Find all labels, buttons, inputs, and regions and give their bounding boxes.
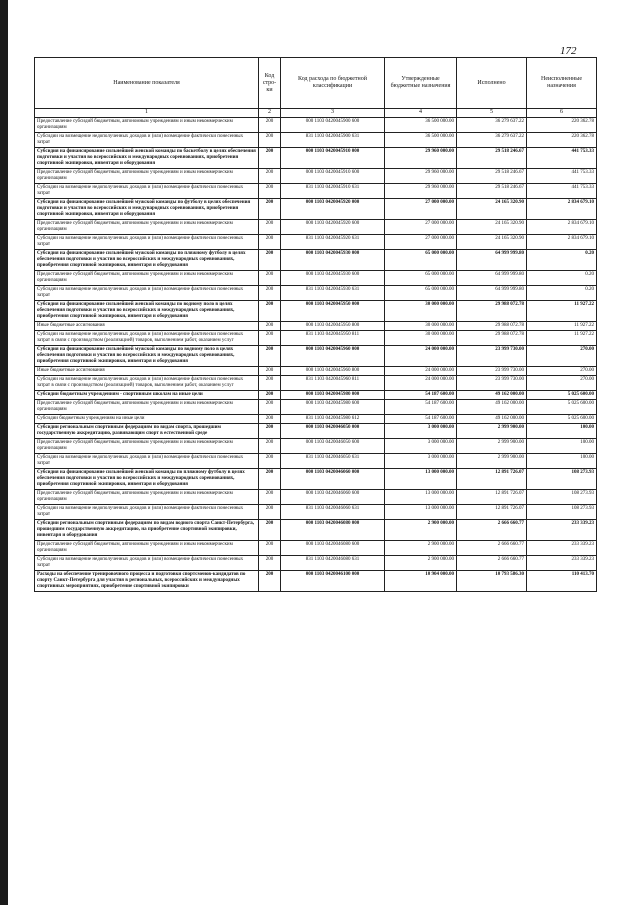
table-row <box>35 331 597 346</box>
table-row <box>35 322 597 331</box>
budget-code: 000 1103 0420045950 000 <box>281 301 385 322</box>
approved-amount: 3 000 000.00 <box>385 424 457 439</box>
line-code: 200 <box>259 220 281 235</box>
budget-code: 000 1103 0420045950 800 <box>281 322 385 331</box>
executed-amount: 24 165 320.90 <box>457 235 527 250</box>
budget-code: 831 1103 0420045930 631 <box>281 286 385 301</box>
executed-amount: 36 279 637.22 <box>457 133 527 148</box>
indicator-name: Предоставление субсидий бюджетным, автономным учреждениям и иным некоммерческим организациям <box>35 400 259 415</box>
approved-amount: 30 000 000.00 <box>385 331 457 346</box>
executed-amount: 49 162 000.00 <box>457 391 527 400</box>
indicator-name: Предоставление субсидий бюджетным, автономным учреждениям и иным некоммерческим организациям <box>35 169 259 184</box>
table-row <box>35 118 597 133</box>
indicator-name: Субсидии на возмещение недополученных доходов и (или) возмещение фактически понесенных затрат <box>35 133 259 148</box>
line-code: 200 <box>259 301 281 322</box>
unexecuted-amount: 11 927.22 <box>527 301 597 322</box>
table-row <box>35 469 597 490</box>
header-approved: Утвержденные бюджетные назначения <box>385 58 457 109</box>
table-row <box>35 376 597 391</box>
line-code: 200 <box>259 133 281 148</box>
budget-code: 831 1103 0420045960 811 <box>281 376 385 391</box>
line-code: 200 <box>259 391 281 400</box>
executed-amount: 64 999 999.80 <box>457 271 527 286</box>
executed-amount: 49 162 000.00 <box>457 415 527 424</box>
table-row <box>35 148 597 169</box>
unexecuted-amount: 2 834 679.10 <box>527 199 597 220</box>
indicator-name: Субсидии на возмещение недополученных доходов и (или) возмещение фактически понесенных затрат <box>35 556 259 571</box>
unexecuted-amount: 220 362.78 <box>527 133 597 148</box>
approved-amount: 24 000 000.00 <box>385 367 457 376</box>
line-code: 200 <box>259 199 281 220</box>
budget-code: 000 1103 0420045920 000 <box>281 199 385 220</box>
line-code: 200 <box>259 556 281 571</box>
executed-amount: 36 279 637.22 <box>457 118 527 133</box>
line-code: 200 <box>259 439 281 454</box>
table-row <box>35 346 597 367</box>
executed-amount: 12 891 726.07 <box>457 490 527 505</box>
column-number: 2 <box>259 109 281 118</box>
approved-amount: 3 000 000.00 <box>385 439 457 454</box>
budget-code: 831 1103 0420045920 631 <box>281 235 385 250</box>
approved-amount: 29 960 000.00 <box>385 148 457 169</box>
executed-amount: 23 999 730.00 <box>457 346 527 367</box>
indicator-name: Предоставление субсидий бюджетным, автономным учреждениям и иным некоммерческим организациям <box>35 541 259 556</box>
column-number: 5 <box>457 109 527 118</box>
scan-edge <box>0 0 8 905</box>
table-row <box>35 235 597 250</box>
budget-code: 831 1103 0420045910 631 <box>281 184 385 199</box>
line-code: 200 <box>259 367 281 376</box>
page-number: 172 <box>560 45 577 57</box>
line-code: 200 <box>259 271 281 286</box>
line-code: 200 <box>259 184 281 199</box>
table-header-row <box>35 58 597 109</box>
budget-code: 000 1103 0420046050 600 <box>281 439 385 454</box>
line-code: 200 <box>259 571 281 592</box>
indicator-name: Субсидии бюджетным учреждениям на иные цели <box>35 415 259 424</box>
table-row <box>35 199 597 220</box>
executed-amount: 23 999 730.00 <box>457 367 527 376</box>
executed-amount: 12 891 726.07 <box>457 469 527 490</box>
budget-execution-table <box>34 57 597 592</box>
line-code: 200 <box>259 520 281 541</box>
executed-amount: 29 988 072.78 <box>457 301 527 322</box>
approved-amount: 65 000 000.00 <box>385 250 457 271</box>
approved-amount: 36 500 000.00 <box>385 133 457 148</box>
indicator-name: Субсидия на финансирование сильнейшей женской команды по водному поло в целях обеспечения подготовки и участия во всероссийских и международных соревнованиях, приобретения спортивной экипировки, инвентаря и оборудования <box>35 301 259 322</box>
unexecuted-amount: 110 413.70 <box>527 571 597 592</box>
budget-code: 000 1103 0420045930 000 <box>281 250 385 271</box>
executed-amount: 24 165 320.90 <box>457 199 527 220</box>
line-code: 200 <box>259 454 281 469</box>
unexecuted-amount: 100.00 <box>527 439 597 454</box>
line-code: 200 <box>259 541 281 556</box>
budget-code: 000 1103 0420045930 600 <box>281 271 385 286</box>
budget-code: 000 1103 0420046060 600 <box>281 490 385 505</box>
header-unexecuted: Неисполненные назначения <box>527 58 597 109</box>
unexecuted-amount: 100.00 <box>527 454 597 469</box>
line-code: 200 <box>259 490 281 505</box>
executed-amount: 49 162 000.00 <box>457 400 527 415</box>
table-row <box>35 424 597 439</box>
unexecuted-amount: 5 025 600.00 <box>527 415 597 424</box>
indicator-name: Субсидии на возмещение недополученных доходов и (или) возмещение фактически понесенных затрат <box>35 184 259 199</box>
executed-amount: 2 999 900.00 <box>457 424 527 439</box>
table-row <box>35 400 597 415</box>
column-number: 3 <box>281 109 385 118</box>
line-code: 200 <box>259 118 281 133</box>
table-row <box>35 133 597 148</box>
indicator-name: Субсидии на возмещение недополученных доходов и (или) возмещение фактически понесенных затрат <box>35 505 259 520</box>
budget-code: 000 1103 0420045900 600 <box>281 118 385 133</box>
indicator-name: Субсидии на возмещение недополученных доходов и (или) возмещение фактически понесенных затрат <box>35 235 259 250</box>
approved-amount: 27 000 000.00 <box>385 235 457 250</box>
table-row <box>35 490 597 505</box>
table-row <box>35 286 597 301</box>
unexecuted-amount: 5 025 600.00 <box>527 391 597 400</box>
unexecuted-amount: 0.20 <box>527 286 597 301</box>
budget-code: 000 1103 0420045910 600 <box>281 169 385 184</box>
table-row <box>35 367 597 376</box>
approved-amount: 30 000 000.00 <box>385 322 457 331</box>
line-code: 200 <box>259 505 281 520</box>
budget-code: 831 1103 0420045980 612 <box>281 415 385 424</box>
approved-amount: 24 000 000.00 <box>385 376 457 391</box>
unexecuted-amount: 0.20 <box>527 271 597 286</box>
indicator-name: Субсидии на возмещение недополученных доходов и (или) возмещение фактически понесенных затрат <box>35 454 259 469</box>
approved-amount: 2 900 000.00 <box>385 556 457 571</box>
budget-code: 831 1103 0420045950 811 <box>281 331 385 346</box>
line-code: 200 <box>259 286 281 301</box>
table-row <box>35 220 597 235</box>
line-code: 200 <box>259 415 281 424</box>
executed-amount: 64 999 999.80 <box>457 250 527 271</box>
table-row <box>35 571 597 592</box>
budget-code: 000 1103 0420045920 600 <box>281 220 385 235</box>
table-row <box>35 169 597 184</box>
budget-code: 000 1103 0420046080 000 <box>281 520 385 541</box>
budget-code: 000 1103 0420045980 000 <box>281 391 385 400</box>
budget-code: 831 1103 0420046050 631 <box>281 454 385 469</box>
indicator-name: Предоставление субсидий бюджетным, автономным учреждениям и иным некоммерческим организациям <box>35 490 259 505</box>
table-body <box>35 118 597 592</box>
budget-code: 000 1103 0420045910 000 <box>281 148 385 169</box>
unexecuted-amount: 233 339.23 <box>527 541 597 556</box>
approved-amount: 24 000 000.00 <box>385 346 457 367</box>
table-row <box>35 250 597 271</box>
table-row <box>35 439 597 454</box>
line-code: 200 <box>259 469 281 490</box>
budget-code: 831 1103 0420045900 631 <box>281 133 385 148</box>
unexecuted-amount: 270.00 <box>527 367 597 376</box>
unexecuted-amount: 441 753.33 <box>527 169 597 184</box>
executed-amount: 24 165 320.90 <box>457 220 527 235</box>
indicator-name: Субсидии на возмещение недополученных доходов и (или) возмещение фактически понесенных затрат <box>35 286 259 301</box>
executed-amount: 2 666 660.77 <box>457 541 527 556</box>
indicator-name: Субсидии на возмещение недополученных доходов и (или) возмещение фактически понесенных затрат в связи с производством (реализацией) товаров, выполнением работ, оказанием услуг <box>35 331 259 346</box>
table-row <box>35 271 597 286</box>
unexecuted-amount: 220 362.78 <box>527 118 597 133</box>
executed-amount: 64 999 999.80 <box>457 286 527 301</box>
executed-amount: 2 666 660.77 <box>457 520 527 541</box>
indicator-name: Субсидия на финансирование сильнейшей мужской команды по водному поло в целях обеспечения подготовки и участия во всероссийских и международных соревнованиях, приобретения спортивной экипировки, инвентаря и оборудования <box>35 346 259 367</box>
approved-amount: 54 187 600.00 <box>385 400 457 415</box>
unexecuted-amount: 108 273.93 <box>527 490 597 505</box>
budget-code: 000 1103 0420046080 600 <box>281 541 385 556</box>
table-row <box>35 454 597 469</box>
budget-code: 000 1103 0420045980 600 <box>281 400 385 415</box>
unexecuted-amount: 441 753.33 <box>527 148 597 169</box>
indicator-name: Предоставление субсидий бюджетным, автономным учреждениям и иным некоммерческим организациям <box>35 220 259 235</box>
unexecuted-amount: 11 927.22 <box>527 331 597 346</box>
column-number: 4 <box>385 109 457 118</box>
executed-amount: 12 891 726.07 <box>457 505 527 520</box>
indicator-name: Субсидия на финансирование сильнейшей женской команды по пляжному футболу в целях обеспечения подготовки и участия во всероссийских и международных соревнованиях, приобретения спортивной экипировки, инвентаря и оборудования <box>35 469 259 490</box>
line-code: 200 <box>259 235 281 250</box>
executed-amount: 29 988 072.78 <box>457 322 527 331</box>
table-row <box>35 505 597 520</box>
indicator-name: Предоставление субсидий бюджетным, автономным учреждениям и иным некоммерческим организациям <box>35 118 259 133</box>
budget-code: 000 1103 0420045960 800 <box>281 367 385 376</box>
indicator-name: Иные бюджетные ассигнования <box>35 367 259 376</box>
unexecuted-amount: 108 273.93 <box>527 505 597 520</box>
budget-code: 000 1103 0420045960 000 <box>281 346 385 367</box>
column-number-row <box>35 109 597 118</box>
line-code: 200 <box>259 424 281 439</box>
approved-amount: 27 000 000.00 <box>385 220 457 235</box>
indicator-name: Субсидия на финансирование сильнейшей мужской команды по пляжному футболу в целях обеспечения подготовки и участия во всероссийских и международных соревнованиях, приобретения спортивной экипировки, инвентаря и оборудования <box>35 250 259 271</box>
line-code: 200 <box>259 346 281 367</box>
header-executed: Исполнено <box>457 58 527 109</box>
indicator-name: Субсидии на возмещение недополученных доходов и (или) возмещение фактически понесенных затрат в связи с производством (реализацией) товаров, выполнением работ, оказанием услуг <box>35 376 259 391</box>
approved-amount: 65 000 000.00 <box>385 286 457 301</box>
indicator-name: Предоставление субсидий бюджетным, автономным учреждениям и иным некоммерческим организациям <box>35 439 259 454</box>
table-row <box>35 415 597 424</box>
approved-amount: 65 000 000.00 <box>385 271 457 286</box>
unexecuted-amount: 2 834 679.10 <box>527 220 597 235</box>
executed-amount: 29 988 072.78 <box>457 331 527 346</box>
unexecuted-amount: 2 834 679.10 <box>527 235 597 250</box>
table-row <box>35 184 597 199</box>
unexecuted-amount: 5 025 600.00 <box>527 400 597 415</box>
approved-amount: 36 500 000.00 <box>385 118 457 133</box>
budget-code: 831 1103 0420046060 631 <box>281 505 385 520</box>
header-indicator-name: Наименование показателя <box>35 58 259 109</box>
unexecuted-amount: 441 753.33 <box>527 184 597 199</box>
line-code: 200 <box>259 169 281 184</box>
executed-amount: 2 999 900.00 <box>457 454 527 469</box>
budget-code: 000 1103 0420046050 000 <box>281 424 385 439</box>
unexecuted-amount: 270.00 <box>527 376 597 391</box>
line-code: 200 <box>259 148 281 169</box>
executed-amount: 29 518 246.67 <box>457 169 527 184</box>
approved-amount: 29 960 000.00 <box>385 184 457 199</box>
unexecuted-amount: 100.00 <box>527 424 597 439</box>
header-budget-code: Код расхода по бюджетной классификации <box>281 58 385 109</box>
line-code: 200 <box>259 322 281 331</box>
indicator-name: Субсидии региональным спортивным федерациям по видам водного спорта Санкт-Петербурга, прошедшим государственную аккредитацию, на приобретение спортивной экипировки, инвентаря и оборудования <box>35 520 259 541</box>
line-code: 200 <box>259 331 281 346</box>
indicator-name: Субсидии бюджетным учреждениям - спортивным школам на иные цели <box>35 391 259 400</box>
approved-amount: 27 000 000.00 <box>385 199 457 220</box>
approved-amount: 13 000 000.00 <box>385 490 457 505</box>
executed-amount: 29 518 246.67 <box>457 148 527 169</box>
budget-code: 000 1103 0420046100 000 <box>281 571 385 592</box>
approved-amount: 13 000 000.00 <box>385 505 457 520</box>
executed-amount: 10 793 586.30 <box>457 571 527 592</box>
unexecuted-amount: 233 339.23 <box>527 556 597 571</box>
executed-amount: 2 666 660.77 <box>457 556 527 571</box>
approved-amount: 54 187 600.00 <box>385 415 457 424</box>
executed-amount: 29 518 246.67 <box>457 184 527 199</box>
table-row <box>35 391 597 400</box>
indicator-name: Субсидии региональным спортивным федерациям по видам спорта, прошедшим государственную аккредитацию, развивающим спорт в естественной среде <box>35 424 259 439</box>
indicator-name: Предоставление субсидий бюджетным, автономным учреждениям и иным некоммерческим организациям <box>35 271 259 286</box>
unexecuted-amount: 233 339.23 <box>527 520 597 541</box>
approved-amount: 29 960 000.00 <box>385 169 457 184</box>
unexecuted-amount: 11 927.22 <box>527 322 597 331</box>
line-code: 200 <box>259 250 281 271</box>
budget-code: 831 1103 0420046080 631 <box>281 556 385 571</box>
approved-amount: 30 000 000.00 <box>385 301 457 322</box>
header-line-code: Код стро-ки <box>259 58 281 109</box>
line-code: 200 <box>259 376 281 391</box>
indicator-name: Иные бюджетные ассигнования <box>35 322 259 331</box>
unexecuted-amount: 0.20 <box>527 250 597 271</box>
column-number: 1 <box>35 109 259 118</box>
executed-amount: 2 999 900.00 <box>457 439 527 454</box>
indicator-name: Субсидия на финансирование сильнейшей женской команды по баскетболу в целях обеспечения подготовки и участия во всероссийских и международных соревнованиях, приобретения спортивной экипировки, инвентаря и оборудования <box>35 148 259 169</box>
indicator-name: Субсидия на финансирование сильнейшей мужской команды по футболу в целях обеспечения подготовки и участия во всероссийских и международных соревнованиях, приобретения спортивной экипировки, инвентаря и оборудования <box>35 199 259 220</box>
approved-amount: 54 187 600.00 <box>385 391 457 400</box>
approved-amount: 3 000 000.00 <box>385 454 457 469</box>
approved-amount: 13 000 000.00 <box>385 469 457 490</box>
table-row <box>35 541 597 556</box>
unexecuted-amount: 108 273.93 <box>527 469 597 490</box>
table-row <box>35 520 597 541</box>
line-code: 200 <box>259 400 281 415</box>
table-row <box>35 556 597 571</box>
budget-code: 000 1103 0420046060 000 <box>281 469 385 490</box>
approved-amount: 2 900 000.00 <box>385 520 457 541</box>
unexecuted-amount: 270.00 <box>527 346 597 367</box>
indicator-name: Расходы на обеспечение тренировочного процесса и подготовки спортсменов-кандидатов по спорту Санкт-Петербурга для участия в региональных, всероссийских и международных спортивных мероприятиях, приобретение спортивной экипировки <box>35 571 259 592</box>
column-number: 6 <box>527 109 597 118</box>
table-row <box>35 301 597 322</box>
approved-amount: 10 904 000.00 <box>385 571 457 592</box>
executed-amount: 23 999 730.00 <box>457 376 527 391</box>
approved-amount: 2 900 000.00 <box>385 541 457 556</box>
